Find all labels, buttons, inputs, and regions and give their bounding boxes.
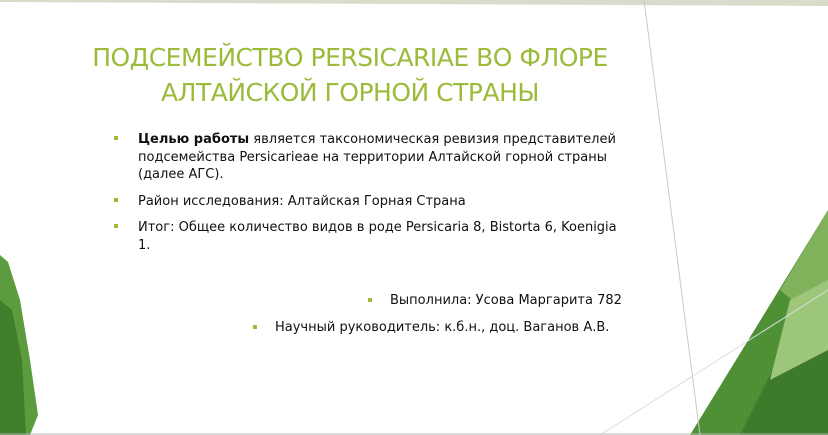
bullet-goal-text: является таксономическая ревизия представителей подсемейства Persicarieae на территории Алтайской горной страны (далее АГС). [138,132,616,182]
bullet-item-goal [112,131,632,184]
bullet-region-text: Район исследования: Алтайская Горная Страна [138,193,466,209]
title-line-2: АЛТАЙСКОЙ ГОРНОЙ СТРАНЫ [161,78,539,107]
author-line [390,292,622,309]
author-text: Выполнила: Усова Маргарита 782 [390,293,622,308]
title-line-1: ПОДСЕМЕЙСТВО PERSICARIAE ВО ФЛОРЕ [92,43,608,72]
slide-title [60,40,640,110]
bullet-item-region [112,193,632,211]
bullet-marker [114,136,118,140]
supervisor-line [275,319,609,336]
supervisor-text: Научный руководитель: к.б.н., доц. Ваганов А.В. [275,320,610,335]
bullet-item-result [112,219,632,254]
bullet-marker [253,325,257,329]
bullet-marker [368,298,372,302]
bullet-list [112,131,632,263]
bullet-marker [114,198,118,202]
bullet-marker [114,224,118,228]
bullet-result-text: Итог: Общее количество видов в роде Persicaria 8, Bistorta 6, Koenigia 1. [138,220,617,253]
bullet-goal-bold: Целью работы [138,132,250,147]
